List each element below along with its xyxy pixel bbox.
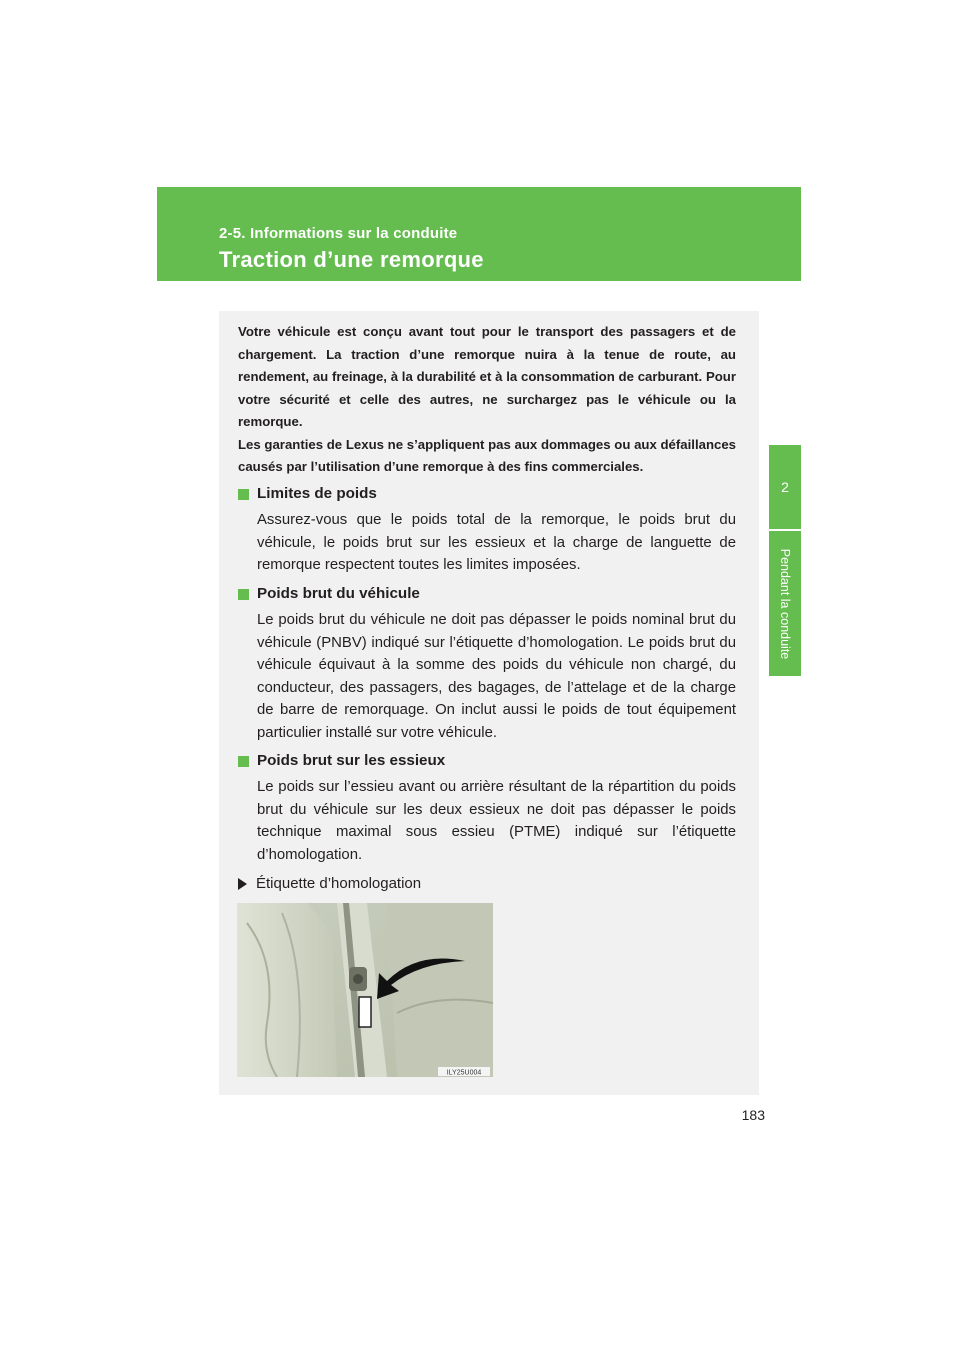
section-heading-text: Poids brut sur les essieux — [257, 752, 446, 769]
pointer-triangle-icon — [238, 878, 247, 890]
chapter-title: Pendant la conduite — [778, 548, 792, 659]
section-heading — [238, 583, 736, 605]
section-body-text: Assurez-vous que le poids total de la remorque, le poids brut du véhicule, le poids brut sur les essieux et la charge de languette de remorque respectent toutes les limites imposées. — [257, 512, 736, 573]
section-heading — [238, 483, 736, 505]
square-bullet-icon — [238, 589, 249, 600]
section-label: 2-5. Informations sur la conduite — [219, 225, 458, 242]
header-band — [157, 187, 801, 281]
image-code: ILY25U004 — [446, 1069, 482, 1077]
square-bullet-icon — [238, 489, 249, 500]
section-weight-limits — [238, 483, 736, 577]
page-title: Traction d’une remorque — [219, 247, 484, 272]
section-gross-axle-weight — [238, 750, 736, 866]
section-heading — [238, 750, 736, 772]
square-bullet-icon — [238, 756, 249, 767]
section-heading-text: Poids brut du véhicule — [257, 585, 420, 602]
page-number: 183 — [741, 1107, 765, 1123]
intro-paragraph: Votre véhicule est conçu avant tout pour le transport des passagers et de chargement. La traction d’une remorque nuira à la tenue de route, au rendement, au freinage, à la durabilité et à la consommation de carburant. Pour votre sécurité et celle des autres, ne surchargez pas le véhicule ou la remorque. — [238, 324, 736, 429]
chapter-title-tab — [769, 531, 801, 676]
section-body-text: Le poids sur l’essieu avant ou arrière résultant de la répartition du poids brut du véhicule sur les deux essieux ne doit pas dépasser le poids technique maximal sous essieu (PTME) indiqué sur l’étiquette d’homologation. — [257, 779, 736, 863]
intro-text — [238, 321, 736, 479]
section-body — [238, 509, 736, 577]
section-body — [238, 776, 736, 866]
figure-caption-text: Étiquette d’homologation — [256, 875, 422, 892]
chapter-number-tab: 2 — [769, 445, 801, 529]
intro-paragraph: Les garanties de Lexus ne s’appliquent pas aux dommages ou aux défaillances causés par l’utilisation d’une remorque à des fins commerciales. — [238, 436, 736, 474]
section-body-text: Le poids brut du véhicule ne doit pas dépasser le poids nominal brut du véhicule (PNBV) indiqué sur l’étiquette d’homologation. Le poids brut du véhicule équivaut à la somme des poids du véhicule non chargé, du conducteur, des passagers, des bagages, de l’attelage et de la charge de barre de remorquage. On inclut aussi le poids de tout équipement particulier installé sur votre véhicule. — [257, 612, 736, 741]
figure-caption — [238, 873, 421, 895]
certification-label-photo — [237, 903, 493, 1077]
content-box — [219, 311, 759, 1095]
section-heading-text: Limites de poids — [257, 485, 377, 502]
section-body — [238, 609, 736, 744]
section-gross-vehicle-weight — [238, 583, 736, 744]
